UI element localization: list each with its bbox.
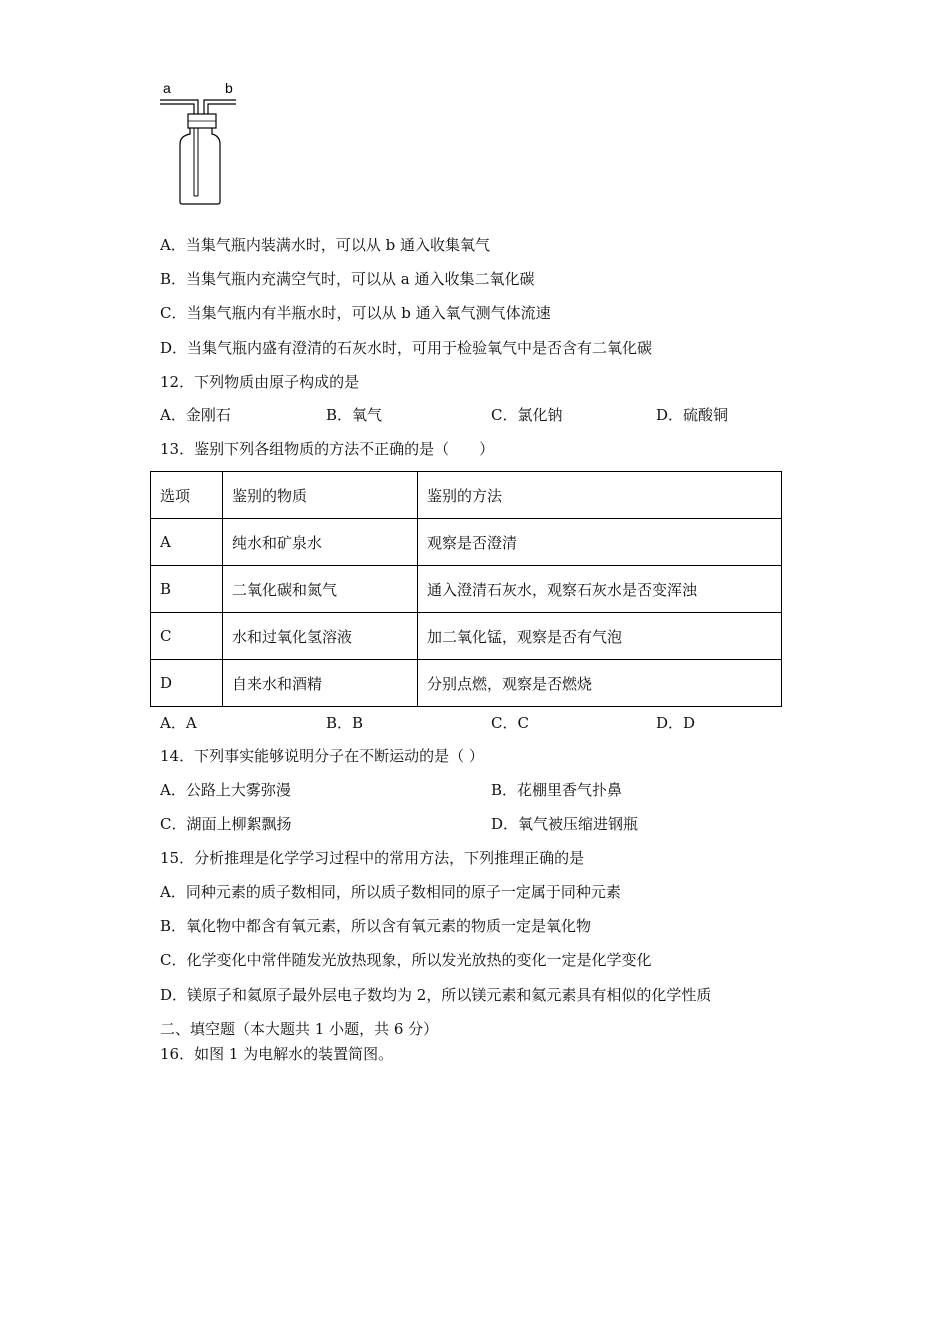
q15-stem: 15．分析推理是化学学习过程中的常用方法，下列推理正确的是: [160, 849, 585, 867]
q15-option-b: B．氧化物中都含有氧元素，所以含有氧元素的物质一定是氧化物: [160, 917, 592, 935]
table-row: [151, 566, 782, 613]
q12-option-a: A．金刚石: [160, 406, 231, 424]
q15-option-d: D．镁原子和氦原子最外层电子数均为 2，所以镁元素和氦元素具有相似的化学性质: [160, 986, 712, 1004]
table-cell: 纯水和矿泉水: [223, 519, 418, 566]
q12-option-b: B．氧气: [326, 406, 383, 424]
q13-option-a: A．A: [160, 714, 197, 732]
gas-bottle-figure: [158, 78, 248, 208]
label-b: b: [225, 80, 233, 96]
header-cell: 鉴别的物质: [223, 472, 418, 519]
table-cell: 自来水和酒精: [223, 660, 418, 707]
table-row: [151, 613, 782, 660]
q14-option-d: D．氧气被压缩进钢瓶: [491, 815, 639, 833]
label-a: a: [163, 80, 171, 96]
table-cell: 水和过氧化氢溶液: [223, 613, 418, 660]
q11-option-a: A．当集气瓶内装满水时，可以从 b 通入收集氧气: [160, 236, 490, 254]
table-cell: 分别点燃，观察是否燃烧: [418, 660, 782, 707]
table-cell: C: [151, 613, 223, 660]
table-cell: D: [151, 660, 223, 707]
q13-option-c: C．C: [491, 714, 529, 732]
table-cell: 二氧化碳和氮气: [223, 566, 418, 613]
q14-option-b: B．花棚里香气扑鼻: [491, 781, 623, 799]
q14-option-c: C．湖面上柳絮飘扬: [160, 815, 292, 833]
table-cell: 加二氧化锰，观察是否有气泡: [418, 613, 782, 660]
table-cell: B: [151, 566, 223, 613]
q11-option-b: B．当集气瓶内充满空气时，可以从 a 通入收集二氧化碳: [160, 270, 535, 288]
header-cell: 鉴别的方法: [418, 472, 782, 519]
q11-option-c: C．当集气瓶内有半瓶水时，可以从 b 通入氧气测气体流速: [160, 304, 551, 322]
q15-option-a: A．同种元素的质子数相同，所以质子数相同的原子一定属于同种元素: [160, 883, 621, 901]
table-row: [151, 519, 782, 566]
table-cell: 通入澄清石灰水，观察石灰水是否变浑浊: [418, 566, 782, 613]
q11-option-d: D．当集气瓶内盛有澄清的石灰水时，可用于检验氧气中是否含有二氧化碳: [160, 339, 653, 357]
header-cell: 选项: [151, 472, 223, 519]
q12-stem: 12．下列物质由原子构成的是: [160, 373, 360, 391]
table-header-row: [151, 472, 782, 519]
q13-option-b: B．B: [326, 714, 364, 732]
q14-stem: 14．下列事实能够说明分子在不断运动的是（ ）: [160, 747, 484, 765]
table-cell: 观察是否澄清: [418, 519, 782, 566]
q12-option-c: C．氯化钠: [491, 406, 563, 424]
q13-option-d: D．D: [656, 714, 696, 732]
q13-stem: 13．鉴别下列各组物质的方法不正确的是（ ）: [160, 440, 495, 458]
q13-table: [150, 471, 782, 707]
q15-option-c: C．化学变化中常伴随发光放热现象，所以发光放热的变化一定是化学变化: [160, 951, 652, 969]
table-cell: A: [151, 519, 223, 566]
section-title: 二、填空题（本大题共 1 小题，共 6 分）: [160, 1020, 439, 1038]
q14-option-a: A．公路上大雾弥漫: [160, 781, 291, 799]
q16-stem: 16．如图 1 为电解水的装置简图。: [160, 1045, 394, 1063]
q12-option-d: D．硫酸铜: [656, 406, 729, 424]
table-row: [151, 660, 782, 707]
